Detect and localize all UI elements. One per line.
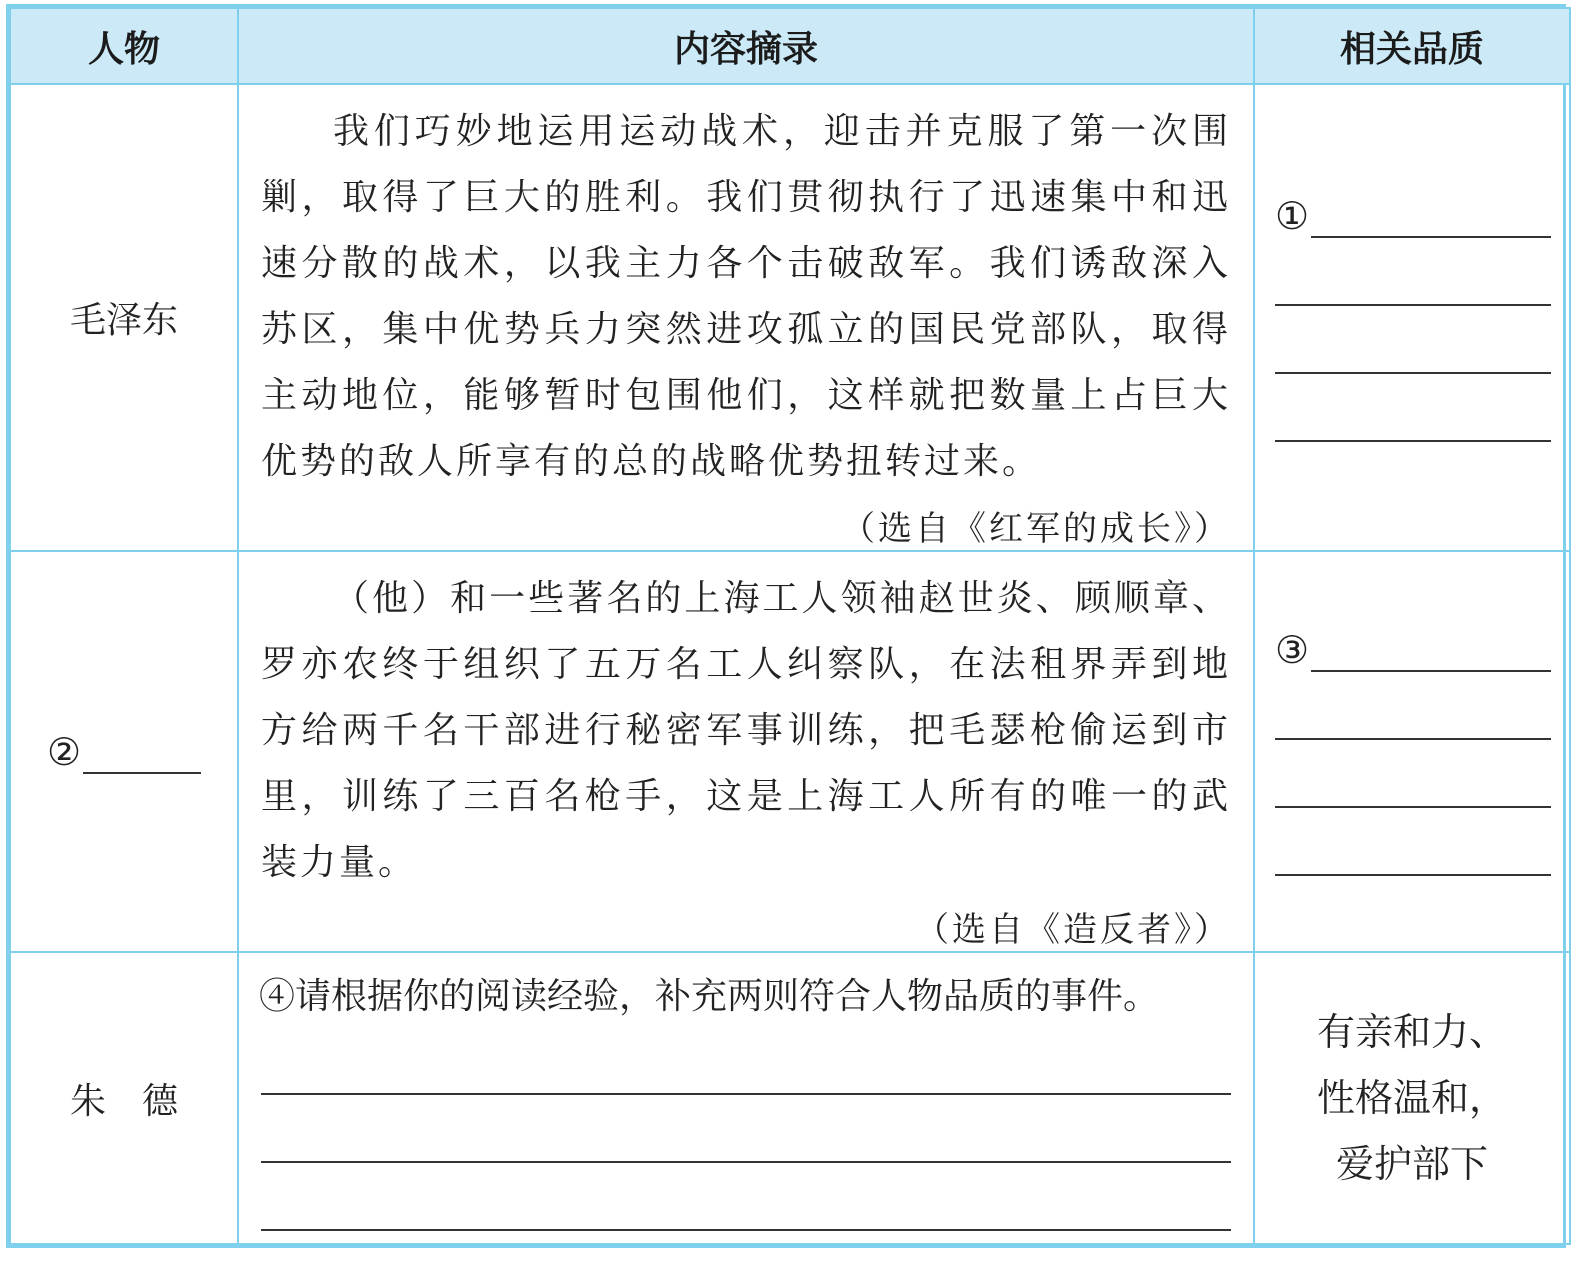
header-excerpt: 内容摘录	[238, 8, 1254, 84]
answer-line[interactable]	[1275, 306, 1551, 374]
person-name: 毛泽东	[10, 84, 238, 551]
table-row-mao	[10, 84, 1570, 551]
answer-line[interactable]	[1275, 374, 1551, 442]
quality-answer-field[interactable]	[1275, 628, 1551, 672]
quality-cell	[1254, 551, 1570, 952]
answer-line[interactable]	[261, 1027, 1231, 1095]
quality-answer-field[interactable]	[1275, 194, 1551, 238]
table-row-zhu	[10, 952, 1570, 1244]
header-person: 人物	[10, 8, 238, 84]
excerpt-text: （他）和一些著名的上海工人领袖赵世炎、顾顺章、罗亦农终于组织了五万名工人纠察队，在法租界弄到地方给两千名干部进行秘密军事训练，把毛瑟枪偷运到市里，训练了三百名枪手，这是上海工人所有的唯一的武装力量。	[261, 578, 1231, 883]
excerpt-cell	[238, 551, 1254, 952]
quality-cell	[1254, 84, 1570, 551]
answer-line[interactable]	[1275, 808, 1551, 876]
excerpt-source: （选自《造反者》）	[915, 910, 1231, 950]
person-answer-field[interactable]	[11, 730, 237, 774]
character-analysis-table	[9, 7, 1571, 1245]
quality-text	[1255, 999, 1569, 1197]
events-prompt: ④请根据你的阅读经验，补充两则符合人物品质的事件。	[259, 976, 1160, 1017]
table-row-unknown	[10, 551, 1570, 952]
quality-line: 爱护部下	[1335, 1142, 1488, 1186]
header-row	[10, 8, 1570, 84]
quality-line: 性格温和，	[1316, 1076, 1507, 1120]
answer-line[interactable]	[261, 1095, 1231, 1163]
header-quality: 相关品质	[1254, 8, 1570, 84]
worksheet-table-frame	[6, 4, 1566, 1248]
person-cell	[10, 551, 238, 952]
answer-line[interactable]	[261, 1163, 1231, 1231]
answer-line[interactable]	[1275, 672, 1551, 740]
person-name: 朱 德	[10, 952, 238, 1244]
excerpt-source: （选自《红军的成长》）	[841, 509, 1231, 549]
answer-blank[interactable]	[1311, 206, 1551, 238]
answer-marker: ③	[1275, 627, 1310, 672]
answer-marker: ②	[46, 729, 82, 774]
quality-cell	[1254, 952, 1570, 1244]
answer-blank[interactable]	[83, 742, 201, 774]
answer-line[interactable]	[1275, 238, 1551, 306]
events-cell	[238, 952, 1254, 1244]
answer-marker: ①	[1275, 193, 1310, 238]
answer-blank[interactable]	[1311, 640, 1551, 672]
excerpt-cell	[238, 84, 1254, 551]
answer-line[interactable]	[1275, 740, 1551, 808]
excerpt-text: 我们巧妙地运用运动战术，迎击并克服了第一次围剿，取得了巨大的胜利。我们贯彻执行了迅速集中和迅速分散的战术，以我主力各个击破敌军。我们诱敌深入苏区，集中优势兵力突然进攻孤立的国民党部队，取得主动地位，能够暂时包围他们，这样就把数量上占巨大优势的敌人所享有的总的战略优势扭转过来。	[261, 111, 1231, 482]
quality-line: 有亲和力、	[1316, 1010, 1507, 1054]
